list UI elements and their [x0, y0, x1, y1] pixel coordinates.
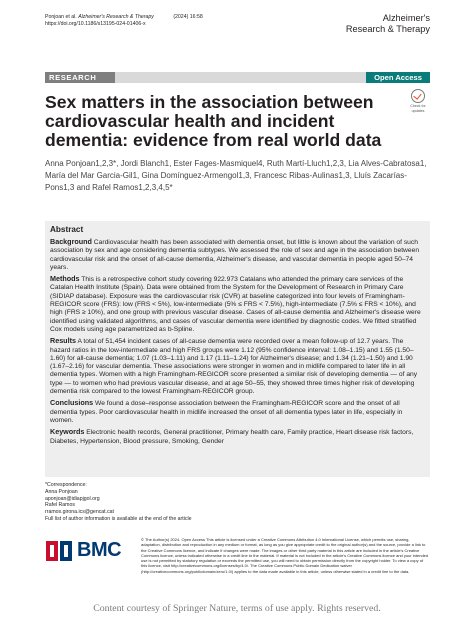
check-for-updates-button[interactable]	[406, 89, 430, 111]
conclusions-text: We found a dose–response association between the Framingham-REGICOR score and the onset of all dementia types. Poor cardiovascular health in midlife increased the onset of all dementia types later in life, especially in women.	[50, 400, 403, 424]
conclusions-label: Conclusions	[50, 398, 94, 408]
background-text: Cardiovascular health has been associated with dementia onset, but little is known about the variation of such association by sex and age considering dementia subtypes. We assessed the role of sex and age in the association between cardiovascular risk and the onset of all-cause dementia, Alzheimer's disease, and vascular dementia in people aged 50–74 years.	[50, 239, 420, 271]
methods-label: Methods	[50, 274, 80, 284]
abstract-results	[50, 337, 425, 396]
results-text: A total of 51,454 incident cases of all-cause dementia were recorded over a mean follow-up of 12.7 years. The hazard ratios in the low-intermediate and high FRS groups were 1.12 (95% confidence interval: 1.08–1.15) and 1.55 (1.50–1.60) for all-cause dementia; 1.07 (1.03–1.11) and 1.17 (1.11–1.24) for Alzheimer's disease; and 1.34 (1.21–1.50) and 1.90 (1.67–2.16) for vascular dementia. These associations were stronger in women and in midlife compared to later life in all dementia types. Women with a high Framingham-REGICOR score presented a similar risk of developing dementia — of any type — to women who had previous vascular disease, and at age 50–55, they showed three times higher risk of developing dementia risk compared to the lowest Framingham-REGICOR group.	[50, 338, 418, 396]
abstract-background	[50, 238, 425, 272]
check-updates-line2: updates	[411, 109, 425, 113]
correspondence-email-2[interactable]: rramos.girona.ics@gencat.cat	[45, 509, 114, 516]
footer-notice: Content courtesy of Springer Nature, terms of use apply. Rights reserved.	[93, 603, 381, 614]
license-text: © The Author(s) 2024. Open Access This article is licensed under a Creative Commons Attribution 4.0 International License, which permits use, sharing, adaptation, distribution and reproduction in any medium or format, as long as you give appropriate credit to the original author(s) and the source, provide a link to the Creative Commons licence, and indicate if changes were made. The images or other third party material in this article are included in the article's Creative Commons licence, unless indicated otherwise in a credit line to the material. If material is not included in the article's Creative Commons licence and your intended use is not permitted by statutory regulation or exceeds the permitted use, you will need to obtain permission directly from the copyright holder. To view a copy of this licence, visit http://creativecommons.org/licenses/by/4.0/. The Creative Commons Public Domain Dedication waiver (http://creativecommons.org/publicdomain/zero/1.0/) applies to the data made available in this article, unless otherwise stated in a credit line to the data.	[141, 537, 429, 574]
abstract-methods	[50, 275, 425, 334]
citation-authors: Ponjoan et al.	[45, 14, 77, 20]
bmc-logo-icon	[45, 538, 75, 564]
author-list	[45, 158, 430, 194]
abstract-keywords	[50, 428, 425, 446]
check-updates-line1: Check for	[410, 104, 426, 108]
abstract-box	[45, 221, 430, 477]
background-label: Background	[50, 237, 92, 246]
citation-header	[45, 14, 203, 28]
correspondence-block	[45, 482, 191, 523]
journal-name	[346, 13, 430, 35]
doi-link[interactable]: https://doi.org/10.1186/s13195-024-01406-x	[45, 21, 146, 27]
abstract-conclusions	[50, 399, 425, 425]
authors-text: Anna Ponjoan1,2,3*, Jordi Blanch1, Ester Fages-Masmiquel4, Ruth Martí-Lluch1,2,3, Lia Alves-Cabratosa1, María del Mar Garcia-Gil1, Gina Domínguez-Armengol1,3, Francesc Ribas-Aulinas1,3, Lluís Zacarías-Pons1,3 and Rafel Ramos1,2,3,4,5*	[45, 159, 427, 192]
correspondence-label: *Correspondence:	[45, 482, 87, 488]
open-access-badge: Open Access	[366, 72, 430, 83]
article-type-label: RESEARCH	[45, 72, 115, 83]
abstract-heading: Abstract	[50, 225, 84, 234]
citation-line	[45, 14, 203, 21]
correspondence-name-1: Anna Ponjoan	[45, 488, 78, 495]
citation-journal: Alzheimer's Research & Therapy	[78, 14, 154, 20]
article-title: Sex matters in the association between cardiovascular health and incident dementia: evidence from real world data	[45, 92, 382, 151]
results-label: Results	[50, 336, 76, 346]
check-updates-icon	[411, 89, 425, 103]
keywords-text: Electronic health records, General practitioner, Primary health care, Family practice, Heart disease risk factors, Diabetes, Hypertension, Blood pressure, Smoking, Gender	[50, 429, 414, 445]
keywords-label: Keywords	[50, 427, 85, 437]
bmc-logo	[45, 538, 135, 564]
citation-year-page: (2024) 16:58	[173, 14, 203, 20]
journal-name-line1: Alzheimer's	[382, 13, 430, 23]
correspondence-name-2: Rafel Ramos	[45, 502, 75, 509]
journal-name-line2: Research & Therapy	[345, 24, 430, 34]
author-info-note: Full list of author information is available at the end of the article	[45, 515, 192, 522]
correspondence-email-1[interactable]: aponjoan@idiapjgol.org	[45, 495, 100, 502]
bmc-logo-text: BMC	[77, 539, 122, 561]
methods-text: This is a retrospective cohort study covering 922.973 Catalans who attended the primary care services of the Catalan Health Institute (Spain). Data were obtained from the System for the Development of Research in Primary Care (SIDIAP database). Exposure was the cardiovascular risk (CVR) at baseline categorized into four levels of Framingham-REGICOR score (FRS): low (FRS < 5%), low-intermediate (5% ≤ FRS < 7.5%), high-intermediate (7.5% ≤ FRS < 10%), and high (FRS ≥ 10%), and one group with previous vascular disease. Cases of all-cause dementia and Alzheimer's disease were identified using validated algorithms, and cases of vascular dementia were identified by diagnostic codes. We fitted stratified Cox models using age parametrized as b-Spline.	[50, 276, 421, 333]
article-type-banner	[45, 72, 430, 83]
